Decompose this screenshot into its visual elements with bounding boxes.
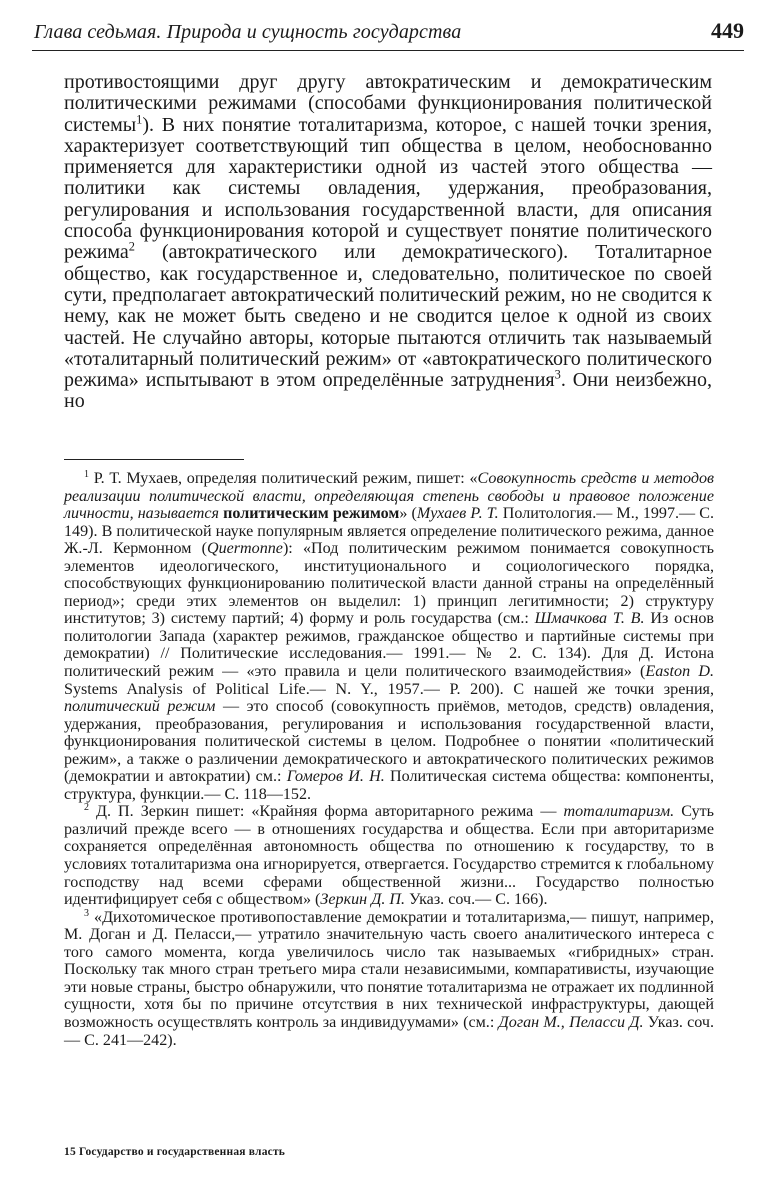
fn-term: тоталитаризм. <box>563 803 675 821</box>
signature-mark: 15 Государство и государственная власть <box>64 1146 286 1158</box>
fn-text: «Дихотомическое противопоставление демократии и тоталитаризма,— пишут, например, М. Доган и Д. Пеласси,— утратило значительную часть своего аналитического интереса с того самого момента, когда увеличилось число так называемых «гибридных» стран. Поскольку так много стран третьего мира стали независимыми, компаративисты, изучающие эти новые страны, быстро обнаружили, что понятие тоталитаризма не отражает их подлинной сущности, хотя бы по причине отсутствия в них технической инфраструктуры, дающей возможность осуществлять контроль за индивидуумами» (см.: <box>64 908 714 1031</box>
footnote-number: 1 <box>84 468 89 480</box>
main-paragraph <box>64 72 712 413</box>
footnote-number: 2 <box>84 802 89 814</box>
fn-author: Шмачкова Т. В. <box>534 610 645 628</box>
fn-author: Мухаев Р. Т. <box>416 505 499 523</box>
footnote-ref-3: 3 <box>554 367 561 382</box>
footnote-ref-2: 2 <box>128 239 135 254</box>
fn-author: Доган М., Пеласси Д. <box>498 1013 644 1031</box>
running-header <box>32 16 744 51</box>
footnotes <box>64 470 714 1049</box>
fn-text: Указ. соч.— С. 166). <box>405 891 548 909</box>
fn-text: Д. П. Зеркин пишет: «Крайняя форма авторитарного режима — <box>88 803 564 821</box>
fn-author: Easton D. <box>645 663 714 681</box>
footnote-divider <box>64 459 244 460</box>
text-segment: противостоящими друг другу автократическим и демократическим политическими режимами (способами функционирования политической системы <box>64 71 712 136</box>
fn-text: Указ. соч.— С. 241—242). <box>64 1013 714 1049</box>
text-segment: . Они неизбежно, но <box>64 369 713 413</box>
footnote-3 <box>64 909 714 1049</box>
fn-text: — это способ (совокупность приёмов, методов, средств) овладения, удержания, преобразования, регулирования и использования государственной власти, функционирования политической системы в целом. Подробнее о понятии «политический режим», а также о различении демократического и автократического политических режимов (демократии и автократии) см.: <box>64 698 714 786</box>
main-text <box>64 72 712 413</box>
fn-text: Политология.— М., 1997.— С. 149). В политической науке популярным является определение политического режима, данное Ж.-Л. Кермонном ( <box>64 505 714 558</box>
fn-text: Из основ политологии Запада (характер режимов, гражданское общество и партийные системы при демократии) // Политические исследования.— 1991.— № 2. С. 134). Для Д. Истона политический режим — «это правила и цели политического взаимодействия» ( <box>64 610 714 681</box>
fn-author: Зеркин Д. П. <box>320 891 406 909</box>
fn-quote: Совокупность средств и методов реализации политической власти, определяющая степень свободы и правовое положение личности, называется <box>64 470 714 523</box>
text-segment: (автократического или демократического). Тоталитарное общество, как государственное и, следовательно, политическое по своей сути, предполагает автократический политический режим, но не сводится к нему, как не может быть сведено и не сводится целое к одной из своих частей. Не случайно авторы, которые пытаются отличить так называемый «тоталитарный политический режим» от «автократического политического режима» испытывают в этом определённые затруднения <box>64 241 712 392</box>
fn-text: » ( <box>399 505 417 523</box>
text-segment: ). В них понятие тоталитаризма, которое, с нашей точки зрения, характеризует соответствующий тип общества в целом, необоснованно применяется для характеристики одной из частей этого общества — политики как системы овладения, удержания, преобразования, регулирования и использования государственной власти, для описания способа функционирования которой и существует понятие политического режима <box>64 113 712 264</box>
footnote-2 <box>64 803 714 908</box>
fn-text: Systems Analysis of Political Life.— N. Y., 1957.— Р. 200). С нашей же точки зрения, <box>64 680 714 698</box>
footnote-1 <box>64 470 714 803</box>
fn-text: Суть различий прежде всего — в отношениях государства и общества. Если при авторитаризме сохраняется определённая автономность общества по отношению к государству, то в условиях тоталитаризма она игнорируется, отвергается. Государство стремится к глобальному господству над всеми сферами общественной жизни... Государство полностью идентифицирует себя с обществом» ( <box>64 803 714 909</box>
fn-text: Политическая система общества: компоненты, структура, функции.— С. 118—152. <box>64 768 714 803</box>
fn-text: Р. Т. Мухаев, определяя политический режим, пишет: « <box>88 470 478 487</box>
fn-emphasis: политическим режимом <box>219 505 400 523</box>
fn-author: Гомеров И. Н. <box>286 768 385 786</box>
footnote-ref-1: 1 <box>136 111 143 126</box>
fn-author: Quermonne <box>206 540 283 558</box>
footnote-number: 3 <box>84 907 89 919</box>
fn-text: ): «Под политическим режимом понимается совокупность элементов идеологического, институционального и социологического порядка, способствующих функционированию политической власти данной страны на определённый период»; среди этих элементов он выделил: 1) принцип легитимности; 2) структуру институтов; 3) систему партий; 4) форму и роль государства (см.: <box>64 540 714 628</box>
chapter-title: Глава седьмая. Природа и сущность государства <box>34 21 462 43</box>
page-number: 449 <box>711 18 744 43</box>
fn-term: политический режим <box>64 698 216 716</box>
